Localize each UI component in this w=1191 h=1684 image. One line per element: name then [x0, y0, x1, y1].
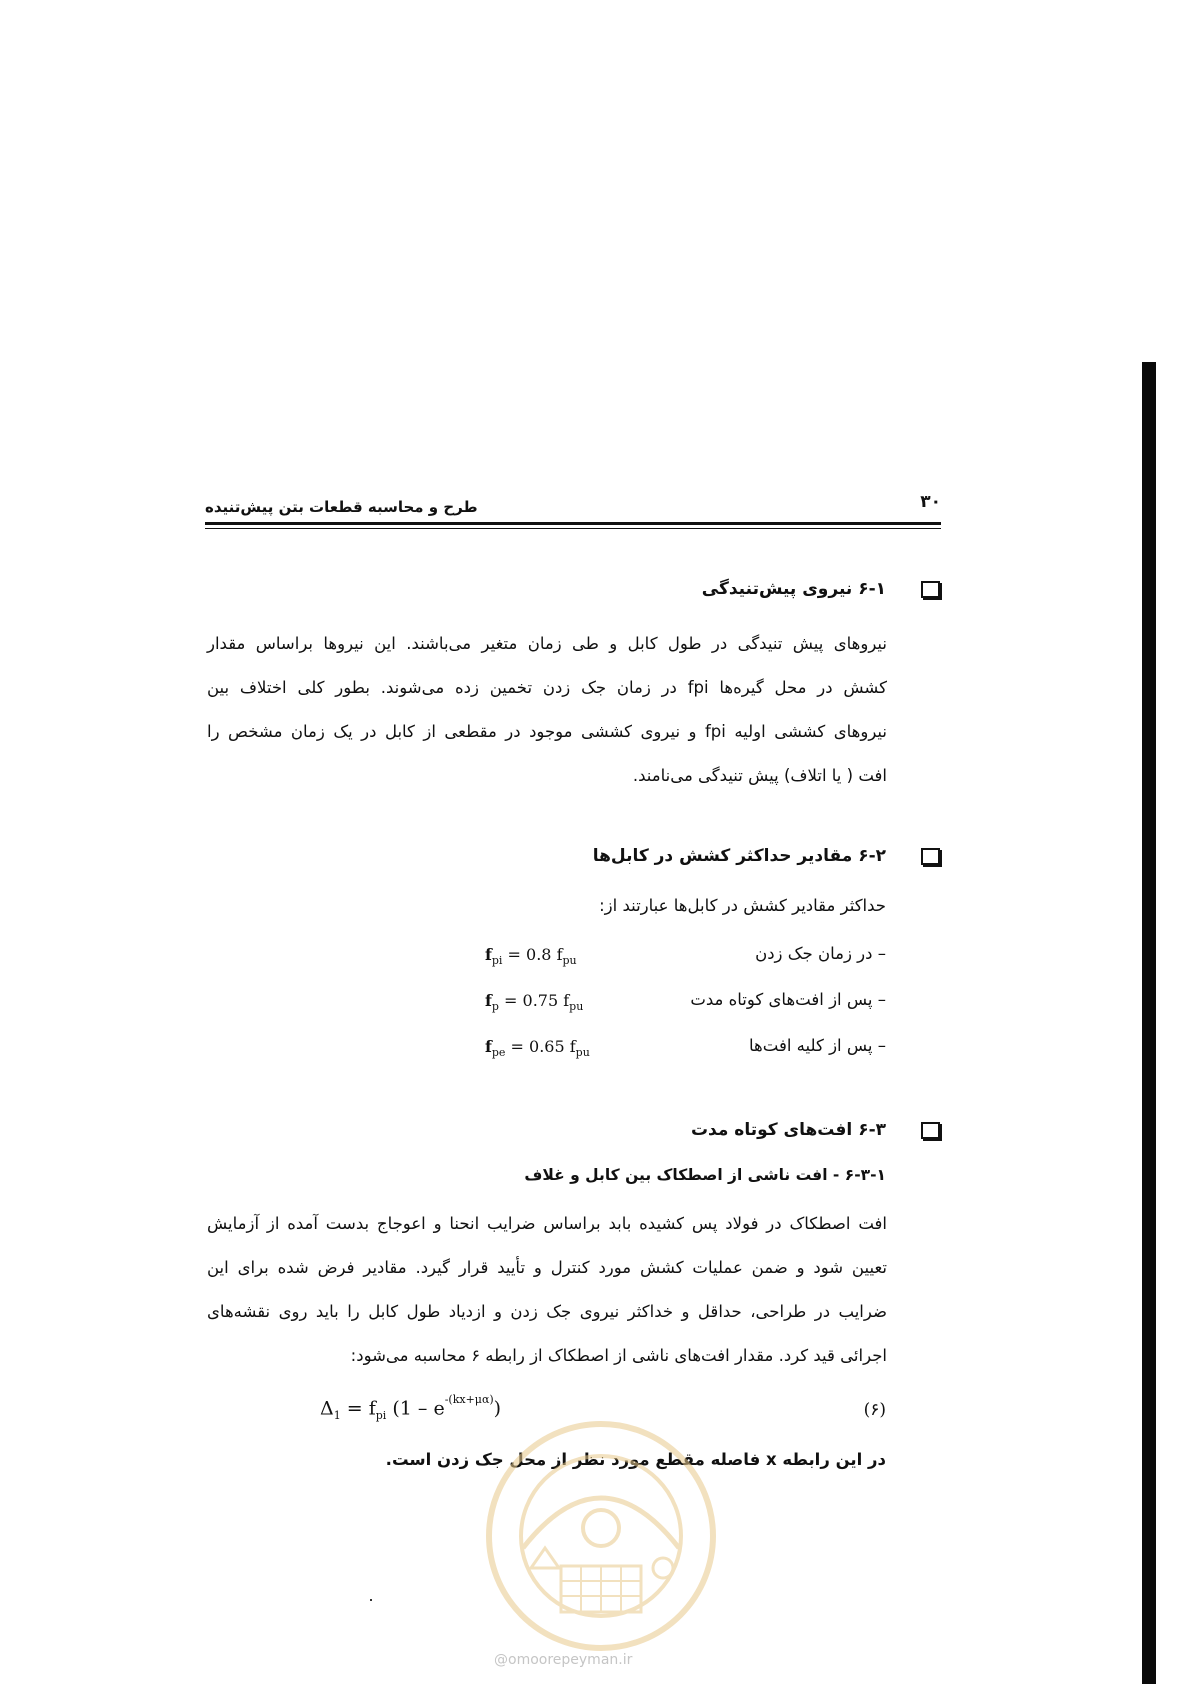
paragraph-line: اجرائی قید کرد. مقدار افت‌های ناشی از اصطکاک از رابطه ۶ محاسبه می‌شود:	[350, 1346, 887, 1365]
limit-equation: $f_{pe} = 0.65$ $f_{pu}$	[485, 1037, 590, 1060]
scan-edge-bar	[1142, 362, 1156, 1684]
friction-loss-formula: $\Delta_1 = f_{pi}$ $(1 - e^{-(kx+\mu\alpha)})$	[320, 1393, 502, 1423]
paragraph-line: تعیین شود و ضمن عملیات کشش مورد کنترل و تأیید قرار گیرد. مقادیر فرض شده برای این	[207, 1258, 887, 1277]
section-checkbox-icon	[921, 848, 940, 865]
closing-sentence: در این رابطه x فاصله مقطع مورد نظر از محل جک زدن است.	[385, 1450, 886, 1469]
section-heading-6-3: ۶-۳ افت‌های کوتاه مدت	[690, 1120, 886, 1140]
section-heading-6-1: ۶-۱ نیروی پیش‌تنیدگی	[701, 579, 886, 599]
paragraph-line: نیروهای پیش تنیدگی در طول کابل و طی زمان متغیر می‌باشند. این نیروها براساس مقدار	[207, 634, 887, 653]
limit-label: – در زمان جک زدن	[755, 944, 886, 963]
section-6-3-1-paragraph	[207, 1202, 887, 1378]
paragraph-line: نیروهای کششی اولیه fpi و نیروی کششی موجود در مقطعی از کابل در یک زمان مشخص را	[207, 722, 888, 741]
subsection-heading-6-3-1: ۶-۳-۱ - افت ناشی از اصطکاک بین کابل و غلاف	[524, 1166, 886, 1184]
running-title: طرح و محاسبه قطعات بتن پیش‌تنیده	[205, 498, 478, 516]
section-checkbox-icon	[921, 1122, 940, 1139]
equation-number: (۶)	[863, 1400, 886, 1420]
section-heading-6-2: ۶-۲ مقادیر حداکثر کشش در کابل‌ها	[592, 846, 886, 866]
header-rule-thick	[205, 522, 941, 525]
limit-equation: $f_p = 0.75$ $f_{pu}$	[485, 991, 584, 1014]
page-number: ۳۰	[920, 492, 941, 512]
paragraph-line: ضرایب در طراحی، حداقل و خداکثر نیروی جک زدن و ازدیاد طول کابل را باید روی نقشه‌های	[207, 1302, 887, 1321]
header-rule-thin	[205, 528, 941, 529]
section-checkbox-icon	[921, 581, 940, 598]
watermark-seal-icon	[483, 1418, 719, 1654]
limit-label: – پس از کلیه افت‌ها	[749, 1036, 886, 1055]
section-6-1-paragraph	[207, 622, 887, 798]
paragraph-line: افت اصطکاک در فولاد پس کشیده بابد براساس ضرایب انحنا و اعوجاج بدست آمده از آزمایش	[207, 1214, 887, 1233]
limit-label: – پس از افت‌های کوتاه مدت	[690, 990, 886, 1009]
watermark-text: @omoorepeyman.ir	[494, 1652, 633, 1668]
scan-speck	[370, 1599, 372, 1601]
paragraph-line: کشش در محل گیره‌ها fpi در زمان جک زدن تخمین زده می‌شوند. بطور کلی اختلاف بین	[207, 678, 887, 697]
limits-intro: حداکثر مقادیر کشش در کابل‌ها عبارتند از:	[599, 896, 886, 915]
paragraph-line: افت ( یا اتلاف) پیش تنیدگی می‌نامند.	[632, 766, 887, 785]
limit-equation: $f_{pi} = 0.8$ $f_{pu}$	[485, 945, 577, 968]
